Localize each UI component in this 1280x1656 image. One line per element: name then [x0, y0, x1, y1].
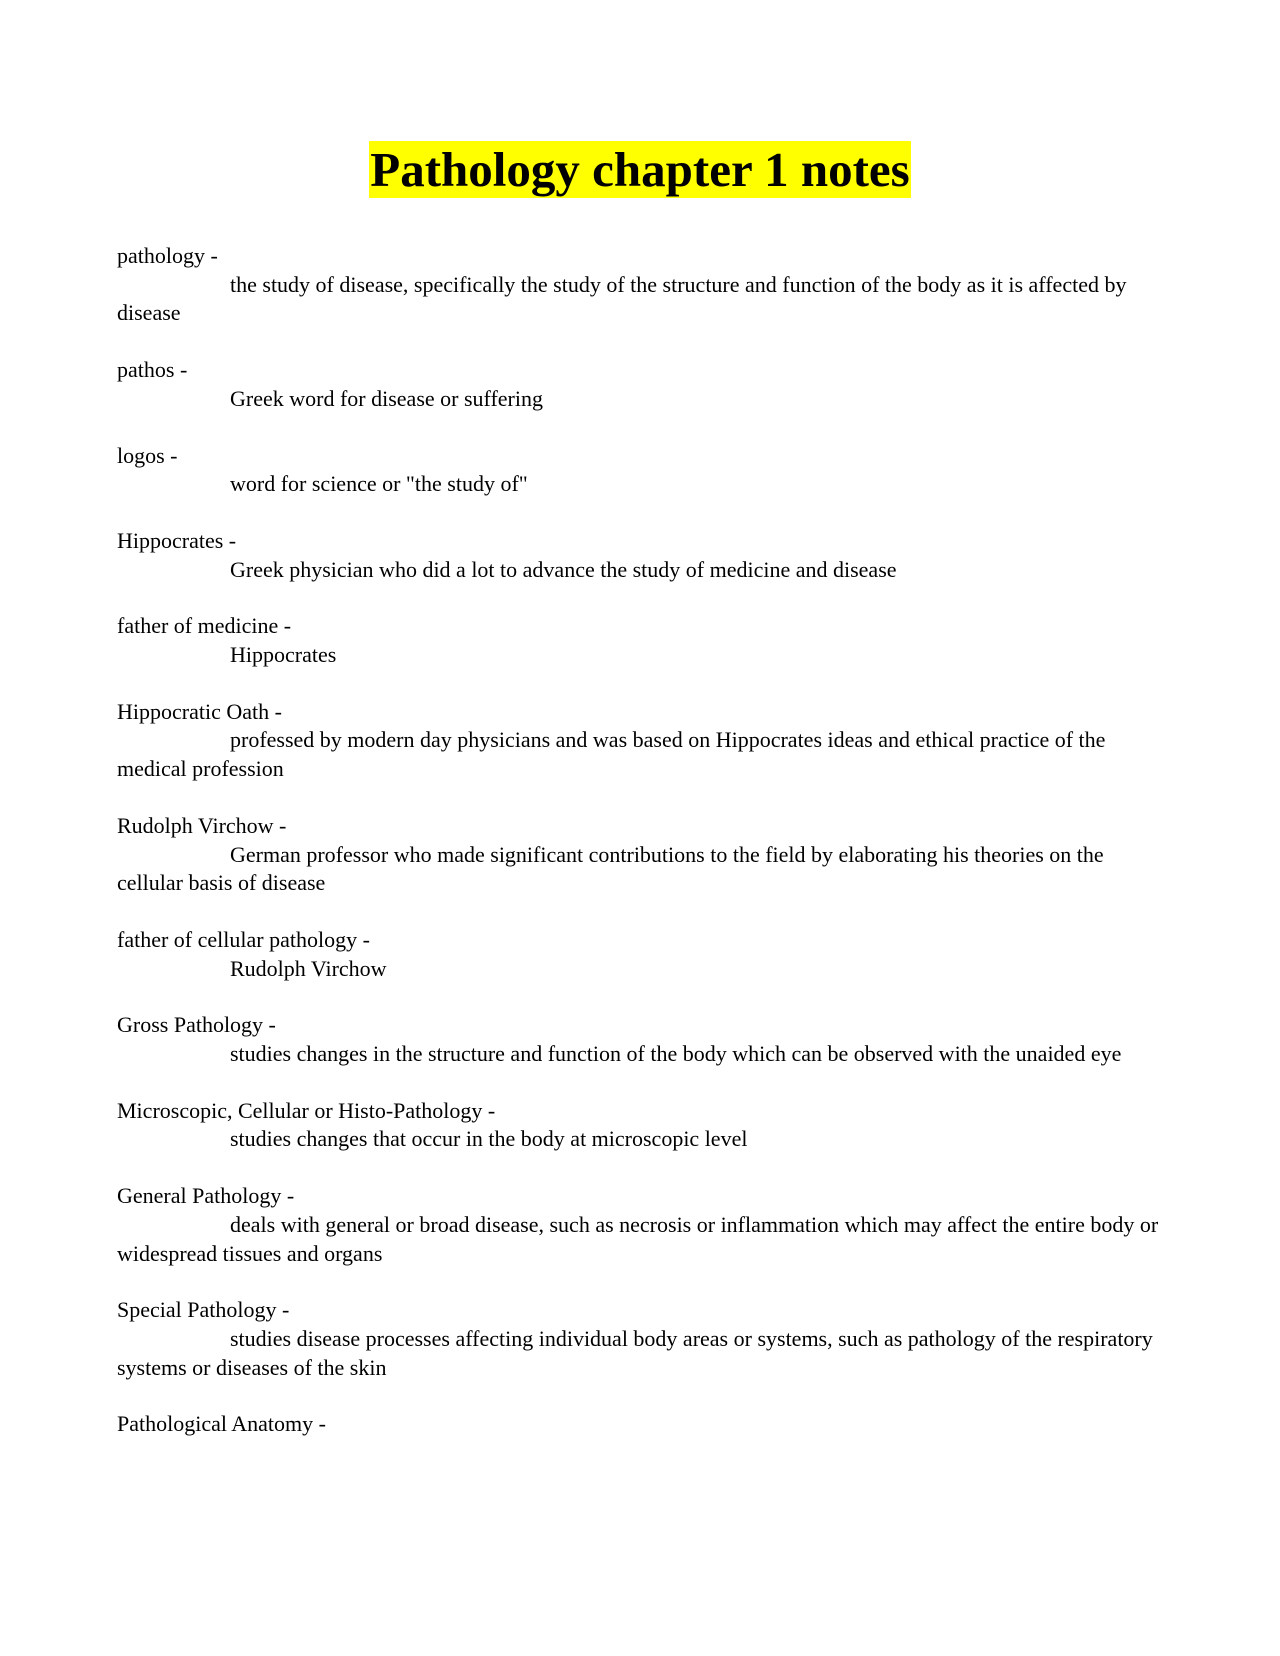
glossary-entry	[117, 612, 1167, 669]
entry-definition: deals with general or broad disease, such as necrosis or inflammation which may affect the entire body or widespread tissues and organs	[117, 1211, 1159, 1266]
glossary-entry	[117, 1011, 1167, 1068]
title-container	[0, 141, 1280, 198]
entry-term: pathology -	[117, 243, 218, 268]
entry-term: father of cellular pathology -	[117, 926, 370, 952]
page-title: Pathology chapter 1 notes	[370, 142, 910, 197]
entry-term: General Pathology -	[117, 1183, 295, 1209]
glossary-entry	[117, 698, 1167, 784]
entry-definition: studies changes that occur in the body at microscopic level	[230, 1126, 748, 1152]
glossary-entry	[117, 1182, 1167, 1268]
entry-term: Special Pathology -	[117, 1297, 290, 1323]
glossary-entry	[117, 926, 1167, 983]
entry-definition: professed by modern day physicians and was based on Hippocrates ideas and ethical practice of the medical profession	[117, 727, 1106, 782]
glossary-list	[117, 242, 1167, 1467]
glossary-entry	[117, 356, 1167, 413]
entry-term: Hippocratic Oath -	[117, 698, 282, 724]
entry-term: Pathological Anatomy -	[117, 1411, 326, 1437]
entry-definition: word for science or "the study of"	[230, 471, 528, 497]
entry-definition: Greek physician who did a lot to advance the study of medicine and disease	[230, 556, 897, 582]
entry-definition: the study of disease, specifically the study of the structure and function of the body as it is affected by disease	[117, 271, 1127, 326]
entry-definition: studies disease processes affecting individual body areas or systems, such as pathology of the respiratory systems or diseases of the skin	[117, 1325, 1153, 1380]
entry-term: Gross Pathology -	[117, 1012, 276, 1038]
glossary-entry	[117, 1097, 1167, 1154]
entry-definition: studies changes in the structure and function of the body which can be observed with the unaided eye	[230, 1041, 1122, 1067]
glossary-entry	[117, 1296, 1167, 1382]
glossary-entry	[117, 242, 1167, 328]
glossary-entry	[117, 442, 1167, 499]
glossary-entry	[117, 812, 1167, 898]
entry-term: logos -	[117, 442, 178, 468]
entry-definition: German professor who made significant contributions to the field by elaborating his theories on the cellular basis of disease	[117, 841, 1104, 896]
glossary-entry	[117, 527, 1167, 584]
entry-definition: Hippocrates	[230, 642, 337, 668]
entry-definition: Greek word for disease or suffering	[230, 385, 543, 411]
entry-definition: Rudolph Virchow	[230, 955, 387, 981]
entry-term: Microscopic, Cellular or Histo-Pathology -	[117, 1097, 496, 1123]
entry-term: Hippocrates -	[117, 527, 237, 553]
entry-term: pathos -	[117, 357, 188, 383]
glossary-entry	[117, 1410, 1167, 1439]
entry-term: father of medicine -	[117, 613, 292, 639]
entry-term: Rudolph Virchow -	[117, 812, 287, 838]
